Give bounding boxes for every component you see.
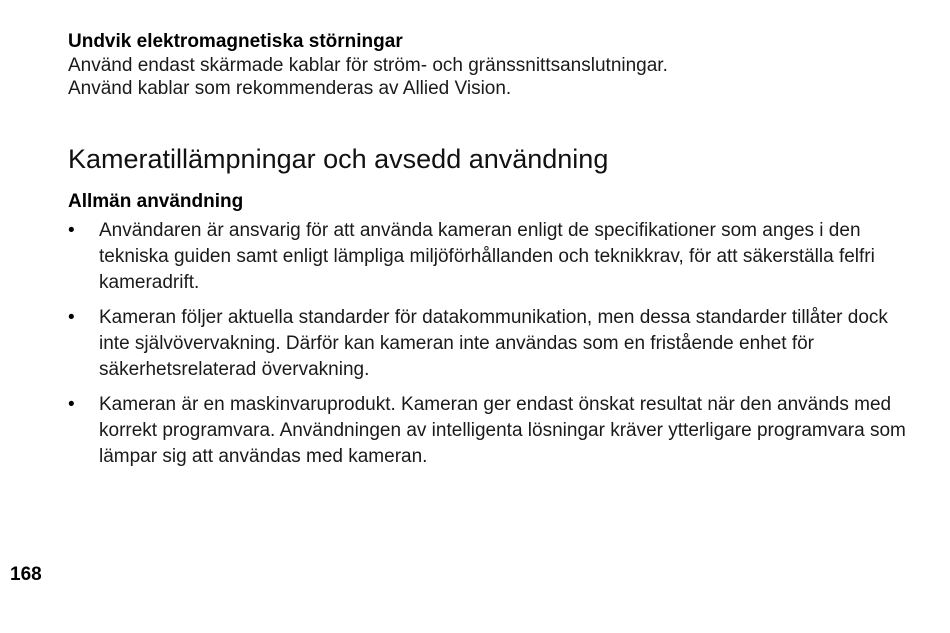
bullet-text: Användaren är ansvarig för att använda kameran enligt de specifikationer som anges i den tekniska guiden samt enligt lämpliga miljöförhållanden och teknikkrav, för att säkerställa felfri kameradrift. — [99, 220, 875, 293]
bullet-marker: • — [68, 307, 75, 328]
bullet-marker: • — [68, 220, 75, 241]
bullet-text: Kameran följer aktuella standarder för datakommunikation, men dessa standarder tillåter dock inte självövervakning. Därför kan kameran inte användas som en fristående enhet för säkerhetsrelaterad övervakning. — [99, 307, 888, 380]
emi-line-1: Använd endast skärmade kablar för ström- och gränssnittsanslutningar. — [68, 55, 668, 76]
usage-bullet-list — [68, 218, 908, 470]
bullet-text: Kameran är en maskinvaruprodukt. Kameran ger endast önskat resultat när den används med korrekt programvara. Användningen av intelligenta lösningar kräver ytterligare programvara som lämpar sig att användas med kameran. — [99, 394, 906, 467]
emi-line-2: Använd kablar som rekommenderas av Allied Vision. — [68, 78, 512, 99]
general-use-heading: Allmän användning — [68, 191, 244, 212]
page-number: 168 — [10, 564, 42, 585]
bullet-item — [68, 218, 908, 296]
bullet-marker: • — [68, 394, 75, 415]
bullet-item — [68, 392, 908, 470]
emi-heading: Undvik elektromagnetiska störningar — [68, 31, 403, 52]
section-title: Kameratillämpningar och avsedd användning — [68, 144, 609, 174]
bullet-item — [68, 305, 908, 383]
document-content — [68, 30, 908, 479]
